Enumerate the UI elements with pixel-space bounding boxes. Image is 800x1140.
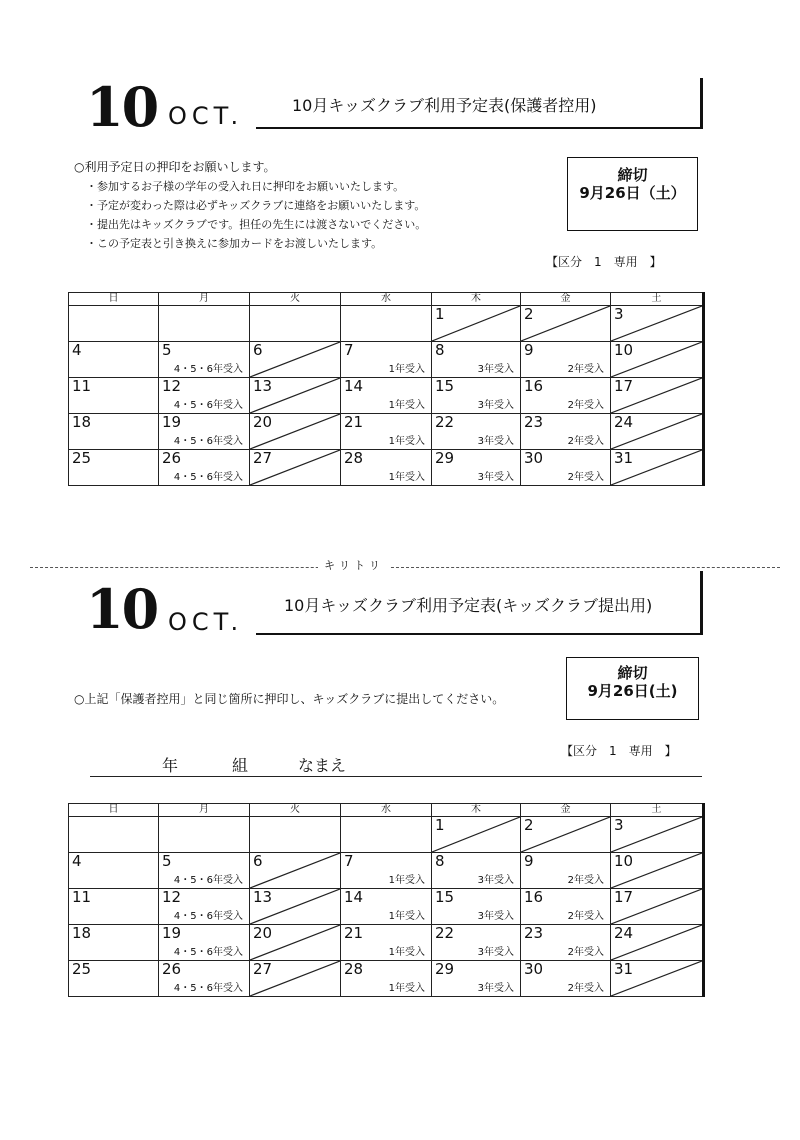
day-number: 30	[524, 449, 544, 467]
day-number: 21	[344, 413, 364, 431]
calendar-day-cell	[432, 306, 521, 342]
day-number: 22	[435, 413, 455, 431]
title-underline	[256, 127, 703, 129]
deadline-label: 締切	[617, 166, 648, 184]
day-number: 28	[344, 449, 364, 467]
day-number: 12	[162, 888, 182, 906]
grade-acceptance-label: 3年受入	[477, 875, 514, 886]
calendar-week-row	[69, 853, 704, 889]
calendar-empty-cell	[250, 817, 341, 853]
closed-day-slash	[250, 853, 340, 888]
day-number: 27	[253, 449, 273, 467]
weekday-header: 金	[521, 293, 611, 306]
calendar-day-cell[interactable]	[69, 925, 159, 961]
grade-acceptance-label: 1年受入	[388, 364, 425, 375]
calendar-day-cell[interactable]	[341, 961, 432, 997]
calendar-day-cell	[250, 414, 341, 450]
calendar-day-cell[interactable]	[521, 342, 611, 378]
grade-acceptance-label: 1年受入	[388, 911, 425, 922]
day-number: 2	[524, 305, 534, 323]
calendar-empty-cell	[250, 306, 341, 342]
day-number: 25	[72, 960, 92, 978]
day-number: 22	[435, 924, 455, 942]
grade-acceptance-label: 2年受入	[567, 472, 604, 483]
calendar-day-cell	[521, 306, 611, 342]
grade-acceptance-label: 1年受入	[388, 947, 425, 958]
day-number: 11	[72, 377, 92, 395]
closed-day-slash	[611, 817, 702, 852]
closed-day-slash	[432, 306, 520, 341]
grade-acceptance-label: 1年受入	[388, 436, 425, 447]
calendar-day-cell[interactable]	[521, 889, 611, 925]
day-number: 8	[435, 852, 445, 870]
calendar-week-row	[69, 925, 704, 961]
grade-acceptance-label: 2年受入	[567, 947, 604, 958]
closed-day-slash	[521, 817, 610, 852]
calendar-day-cell[interactable]	[159, 342, 250, 378]
day-number: 10	[614, 852, 634, 870]
calendar-day-cell[interactable]	[159, 378, 250, 414]
calendar-day-cell[interactable]	[159, 925, 250, 961]
calendar-week-row	[69, 342, 704, 378]
calendar-day-cell[interactable]	[159, 450, 250, 486]
grade-acceptance-label: 3年受入	[477, 911, 514, 922]
deadline-date: 9月26日(土)	[587, 682, 678, 700]
weekday-header: 木	[432, 293, 521, 306]
category-label: 【区分 1 専用 】	[546, 255, 662, 269]
calendar-day-cell[interactable]	[432, 961, 521, 997]
calendar-day-cell	[521, 817, 611, 853]
day-number: 11	[72, 888, 92, 906]
day-number: 29	[435, 960, 455, 978]
instruction-text: ○上記「保護者控用」と同じ箇所に押印し、キッズクラブに提出してください。	[74, 692, 505, 706]
day-number: 4	[72, 341, 82, 359]
day-number: 24	[614, 924, 634, 942]
day-number: 31	[614, 960, 634, 978]
deadline-box	[566, 657, 699, 720]
month-abbr: OCT.	[168, 102, 244, 130]
grade-acceptance-label: 4・5・6年受入	[173, 947, 243, 958]
grade-acceptance-label: 4・5・6年受入	[173, 875, 243, 886]
calendar-day-cell[interactable]	[69, 378, 159, 414]
weekday-header: 土	[611, 293, 704, 306]
calendar-day-cell	[250, 961, 341, 997]
day-number: 4	[72, 852, 82, 870]
day-number: 14	[344, 377, 364, 395]
calendar-day-cell[interactable]	[521, 450, 611, 486]
calendar-day-cell[interactable]	[69, 853, 159, 889]
calendar-day-cell[interactable]	[432, 414, 521, 450]
calendar-day-cell	[611, 306, 704, 342]
calendar-day-cell	[432, 817, 521, 853]
calendar-empty-cell	[159, 817, 250, 853]
day-number: 16	[524, 888, 544, 906]
deadline-label: 締切	[617, 664, 648, 682]
calendar-day-cell[interactable]	[159, 961, 250, 997]
day-number: 17	[614, 888, 634, 906]
calendar-day-cell[interactable]	[159, 414, 250, 450]
day-number: 9	[524, 852, 534, 870]
day-number: 29	[435, 449, 455, 467]
calendar-day-cell[interactable]	[69, 889, 159, 925]
deadline-box	[567, 157, 698, 231]
weekday-header: 火	[250, 804, 341, 817]
grade-acceptance-label: 4・5・6年受入	[173, 911, 243, 922]
day-number: 19	[162, 924, 182, 942]
month-abbr: OCT.	[168, 608, 244, 636]
class-label: 組	[232, 756, 249, 775]
day-number: 18	[72, 413, 92, 431]
calendar-day-cell[interactable]	[341, 853, 432, 889]
grade-acceptance-label: 3年受入	[477, 983, 514, 994]
calendar-day-cell[interactable]	[69, 342, 159, 378]
day-number: 1	[435, 305, 445, 323]
instruction-bullet: ・予定が変わった際は必ずキッズクラブに連絡をお願いいたします。	[86, 199, 426, 212]
weekday-header: 日	[69, 804, 159, 817]
calendar-day-cell	[611, 342, 704, 378]
calendar-day-cell	[611, 925, 704, 961]
grade-acceptance-label: 4・5・6年受入	[173, 364, 243, 375]
instruction-head: ○利用予定日の押印をお願いします。	[74, 160, 276, 174]
calendar-day-cell[interactable]	[521, 925, 611, 961]
calendar-day-cell	[611, 414, 704, 450]
calendar-day-cell	[611, 889, 704, 925]
title-right-bar	[700, 78, 703, 128]
day-number: 3	[614, 816, 624, 834]
calendar-day-cell[interactable]	[341, 889, 432, 925]
deadline-date: 9月26日（土）	[579, 184, 686, 202]
calendar-day-cell[interactable]	[341, 342, 432, 378]
day-number: 28	[344, 960, 364, 978]
calendar-day-cell[interactable]	[521, 414, 611, 450]
day-number: 26	[162, 960, 182, 978]
calendar-day-cell[interactable]	[432, 450, 521, 486]
calendar-empty-cell	[69, 817, 159, 853]
calendar-empty-cell	[159, 306, 250, 342]
grade-acceptance-label: 2年受入	[567, 436, 604, 447]
calendar-day-cell[interactable]	[432, 853, 521, 889]
day-number: 24	[614, 413, 634, 431]
day-number: 14	[344, 888, 364, 906]
name-label: なまえ	[298, 756, 347, 775]
grade-acceptance-label: 1年受入	[388, 983, 425, 994]
day-number: 23	[524, 413, 544, 431]
grade-acceptance-label: 2年受入	[567, 400, 604, 411]
calendar-day-cell	[250, 342, 341, 378]
calendar-empty-cell	[69, 306, 159, 342]
calendar-day-cell	[611, 817, 704, 853]
day-number: 21	[344, 924, 364, 942]
cut-label: キリトリ	[318, 560, 390, 571]
calendar-week-row	[69, 378, 704, 414]
weekday-header: 水	[341, 293, 432, 306]
grade-acceptance-label: 4・5・6年受入	[173, 983, 243, 994]
day-number: 20	[253, 924, 273, 942]
grade-acceptance-label: 3年受入	[477, 364, 514, 375]
weekday-header: 日	[69, 293, 159, 306]
weekday-header: 金	[521, 804, 611, 817]
grade-acceptance-label: 4・5・6年受入	[173, 436, 243, 447]
grade-acceptance-label: 2年受入	[567, 983, 604, 994]
title-right-bar	[700, 571, 703, 634]
cut-line	[30, 567, 780, 568]
calendar-day-cell[interactable]	[521, 961, 611, 997]
day-number: 15	[435, 377, 455, 395]
grade-acceptance-label: 3年受入	[477, 436, 514, 447]
day-number: 23	[524, 924, 544, 942]
day-number: 17	[614, 377, 634, 395]
calendar-week-row	[69, 450, 704, 486]
calendar-day-cell	[250, 450, 341, 486]
calendar-day-cell[interactable]	[432, 889, 521, 925]
calendar-day-cell[interactable]	[432, 925, 521, 961]
category-label: 【区分 1 専用 】	[561, 744, 677, 758]
calendar-day-cell[interactable]	[69, 961, 159, 997]
calendar-day-cell[interactable]	[341, 450, 432, 486]
calendar-day-cell[interactable]	[521, 853, 611, 889]
day-number: 13	[253, 888, 273, 906]
title-underline	[256, 633, 703, 635]
day-number: 19	[162, 413, 182, 431]
name-field-underline[interactable]	[90, 776, 702, 777]
day-number: 8	[435, 341, 445, 359]
grade-acceptance-label: 4・5・6年受入	[173, 400, 243, 411]
weekday-header: 月	[159, 293, 250, 306]
closed-day-slash	[521, 306, 610, 341]
day-number: 27	[253, 960, 273, 978]
calendar-day-cell[interactable]	[69, 450, 159, 486]
day-number: 10	[614, 341, 634, 359]
closed-day-slash	[250, 342, 340, 377]
day-number: 31	[614, 449, 634, 467]
calendar-day-cell[interactable]	[159, 853, 250, 889]
weekday-header: 月	[159, 804, 250, 817]
calendar-week-row	[69, 306, 704, 342]
calendar-day-cell[interactable]	[341, 378, 432, 414]
day-number: 30	[524, 960, 544, 978]
calendar-day-cell[interactable]	[159, 889, 250, 925]
day-number: 12	[162, 377, 182, 395]
day-number: 5	[162, 852, 172, 870]
calendar-table	[68, 292, 705, 486]
day-number: 7	[344, 341, 354, 359]
calendar-day-cell[interactable]	[341, 925, 432, 961]
grade-label: 年	[162, 756, 179, 775]
calendar-empty-cell	[341, 306, 432, 342]
grade-acceptance-label: 4・5・6年受入	[173, 472, 243, 483]
calendar-day-cell[interactable]	[69, 414, 159, 450]
month-number: 10	[86, 577, 158, 641]
closed-day-slash	[611, 306, 702, 341]
day-number: 1	[435, 816, 445, 834]
calendar-day-cell	[611, 853, 704, 889]
calendar-day-cell	[250, 925, 341, 961]
day-number: 26	[162, 449, 182, 467]
grade-acceptance-label: 3年受入	[477, 472, 514, 483]
grade-acceptance-label: 3年受入	[477, 947, 514, 958]
calendar-day-cell[interactable]	[521, 378, 611, 414]
calendar-day-cell[interactable]	[432, 378, 521, 414]
calendar-day-cell	[611, 961, 704, 997]
calendar-day-cell	[250, 378, 341, 414]
grade-acceptance-label: 2年受入	[567, 364, 604, 375]
month-number: 10	[86, 75, 158, 139]
calendar-day-cell	[611, 378, 704, 414]
grade-acceptance-label: 1年受入	[388, 875, 425, 886]
calendar-day-cell	[250, 889, 341, 925]
day-number: 15	[435, 888, 455, 906]
calendar-day-cell	[611, 450, 704, 486]
day-number: 6	[253, 852, 263, 870]
grade-acceptance-label: 2年受入	[567, 911, 604, 922]
calendar-week-row	[69, 414, 704, 450]
instruction-bullet: ・この予定表と引き換えに参加カードをお渡しいたします。	[86, 237, 383, 250]
weekday-header: 火	[250, 293, 341, 306]
calendar-day-cell[interactable]	[341, 414, 432, 450]
weekday-header: 土	[611, 804, 704, 817]
grade-acceptance-label: 1年受入	[388, 472, 425, 483]
day-number: 20	[253, 413, 273, 431]
calendar-week-row	[69, 817, 704, 853]
day-number: 7	[344, 852, 354, 870]
calendar-day-cell	[250, 853, 341, 889]
day-number: 6	[253, 341, 263, 359]
calendar-week-row	[69, 961, 704, 997]
grade-acceptance-label: 3年受入	[477, 400, 514, 411]
day-number: 3	[614, 305, 624, 323]
page-title: 10月キッズクラブ利用予定表(保護者控用)	[292, 96, 597, 115]
grade-acceptance-label: 2年受入	[567, 875, 604, 886]
calendar-empty-cell	[341, 817, 432, 853]
day-number: 5	[162, 341, 172, 359]
day-number: 25	[72, 449, 92, 467]
calendar-week-row	[69, 889, 704, 925]
instruction-bullet: ・参加するお子様の学年の受入れ日に押印をお願いいたします。	[86, 180, 405, 193]
calendar-table	[68, 803, 705, 997]
day-number: 16	[524, 377, 544, 395]
day-number: 13	[253, 377, 273, 395]
page-title: 10月キッズクラブ利用予定表(キッズクラブ提出用)	[284, 596, 653, 615]
day-number: 2	[524, 816, 534, 834]
grade-acceptance-label: 1年受入	[388, 400, 425, 411]
instruction-bullet: ・提出先はキッズクラブです。担任の先生には渡さないでください。	[86, 218, 427, 231]
calendar-day-cell[interactable]	[432, 342, 521, 378]
day-number: 9	[524, 341, 534, 359]
closed-day-slash	[432, 817, 520, 852]
weekday-header: 水	[341, 804, 432, 817]
day-number: 18	[72, 924, 92, 942]
weekday-header: 木	[432, 804, 521, 817]
